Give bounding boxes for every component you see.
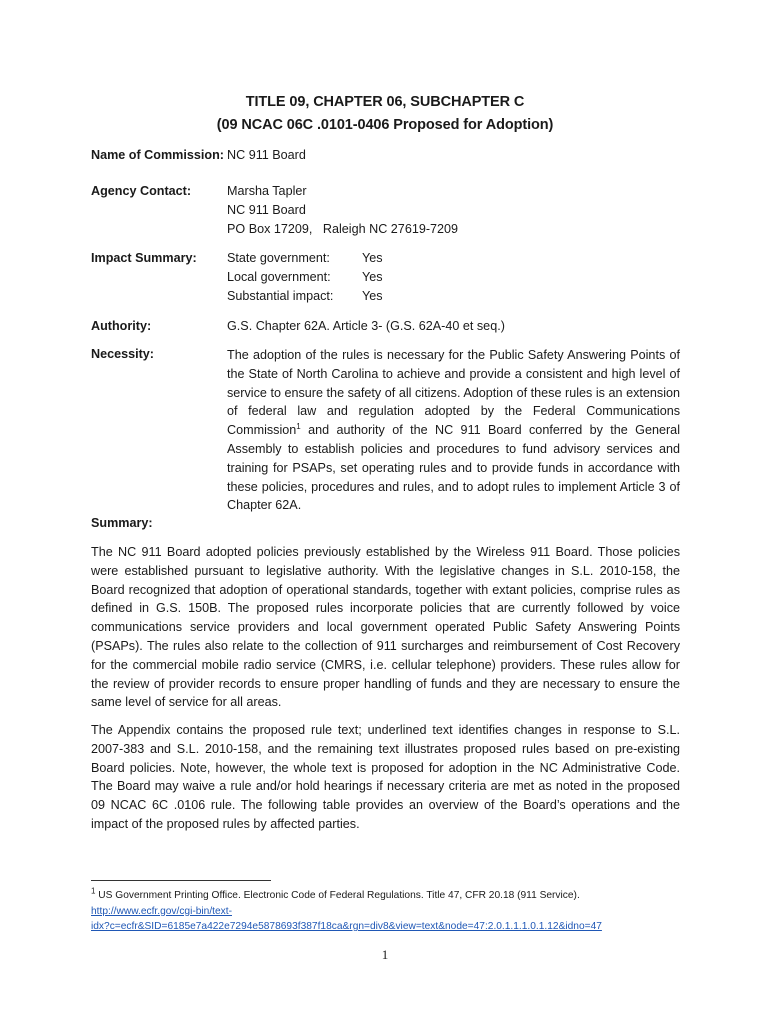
agency-contact-address: PO Box 17209, Raleigh NC 27619-7209 [227, 222, 459, 236]
document-subtitle: (09 NCAC 06C .0101-0406 Proposed for Adoption) [216, 117, 554, 133]
necessity-text-before: The adoption of the rules is necessary for the Public Safety Answering Points of the State of North Carolina to achieve and provide a consistent and high level of service to ensure the safety of all citizens. Adoption of these rules is an extension of federal law and regulation adopted by the Federal Communications Commission [227, 348, 680, 438]
footnote-number: 1 [91, 886, 96, 896]
agency-contact-label: Agency Contact: [91, 184, 192, 198]
document-title: TITLE 09, CHAPTER 06, SUBCHAPTER C [245, 94, 525, 110]
footnote [91, 888, 691, 935]
authority-label: Authority: [91, 319, 152, 333]
impact-row-substantial-name: Substantial impact: [227, 289, 334, 303]
impact-summary-label: Impact Summary: [91, 251, 197, 265]
summary-label: Summary: [91, 516, 153, 530]
impact-row-state-name: State government: [227, 251, 330, 265]
summary-paragraph-2: The Appendix contains the proposed rule text; underlined text identifies changes in response to S.L. 2007-383 and S.L. 2010-158, and the remaining text illustrates proposed rules based on pre-existing Board policies. Note, however, the whole text is proposed for adoption in the NC Administrative Code. The Board may waive a rule and/or hold hearings if necessary criteria are met as noted in the proposed 09 NCAC 6C .0106 rule. The following table provides an overview of the Board’s operations and the impact of the proposed rules by affected parties. [91, 723, 680, 831]
footnote-link-line-2[interactable]: idx?c=ecfr&SID=6185e7a422e7294e5878693f387f18ca&rgn=div8&view=text&node=47:2.0.1.1.1.0.1.12&idno=47 [91, 921, 602, 932]
impact-row-substantial-value: Yes [362, 289, 383, 303]
footnote-divider [91, 880, 271, 881]
impact-row-local-value: Yes [362, 270, 383, 284]
footnote-link-line-1[interactable]: http://www.ecfr.gov/cgi-bin/text- [91, 905, 232, 917]
impact-row-local-name: Local government: [227, 270, 331, 284]
summary-paragraph-1: The NC 911 Board adopted policies previously established by the Wireless 911 Board. Those policies were established pursuant to legislative authority. With the legislative changes in S.L. 2010-158, the Board recognized that adoption of operational standards, together with extant policies, comprise rules as defined in G.S. 150B. The proposed rules incorporate policies that are currently followed by voice communications service providers and local government operated Public Safety Answering Points (PSAPs). The rules also relate to the collection of 911 surcharges and reimbursement of Cost Recovery for the commercial mobile radio service (CMRS, i.e. cellular telephone) providers. These rules allow for the review of provider records to ensure proper handling of funds and they are necessary to ensure the same level of service for all areas. [91, 545, 680, 710]
page-number: 1 [381, 947, 389, 962]
commission-label: Name of Commission: [91, 148, 224, 162]
necessity-text [227, 346, 680, 515]
necessity-label: Necessity: [91, 347, 155, 361]
footnote-text: US Government Printing Office. Electronic Code of Federal Regulations. Title 47, CFR 20.18 (911 Service). [95, 890, 580, 901]
necessity-text-after: and authority of the NC 911 Board conferred by the General Assembly to establish policies and procedures to fund advisory services and training for PSAPs, set operating rules and to provide funds in accordance with these policies, procedures and rules, and to adopt rules to implement Article 3 of Chapter 62A. [227, 423, 680, 513]
commission-value: NC 911 Board [227, 148, 306, 162]
agency-contact-org: NC 911 Board [227, 203, 306, 217]
impact-row-state-value: Yes [362, 251, 383, 265]
agency-contact-name: Marsha Tapler [227, 184, 307, 198]
authority-value: G.S. Chapter 62A. Article 3- (G.S. 62A-40 et seq.) [227, 319, 505, 333]
footnote-reference: 1 [296, 422, 301, 431]
